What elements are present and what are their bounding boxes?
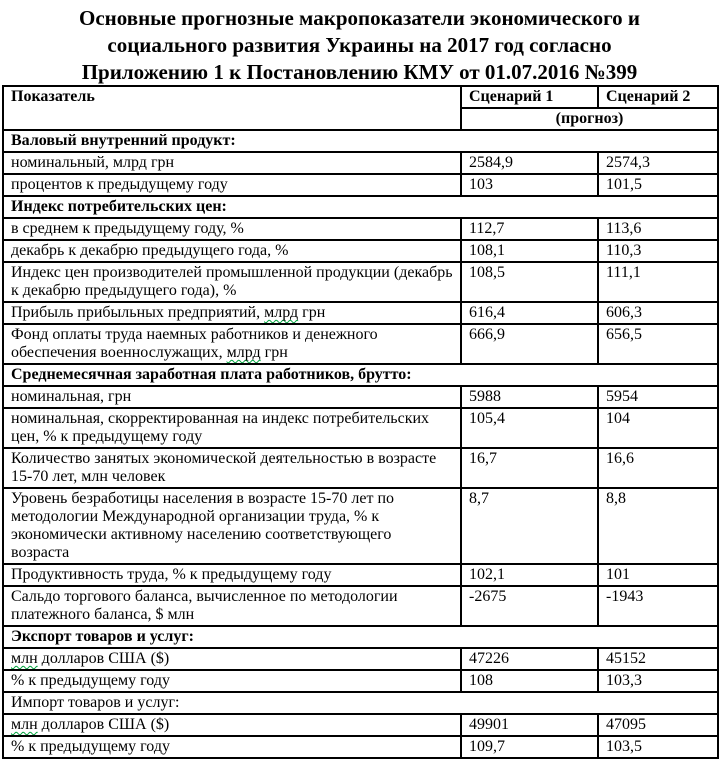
indicator-label-cell <box>3 324 461 364</box>
scenario1-value-cell: 666,9 <box>461 324 598 364</box>
scenario2-value-cell: 113,6 <box>598 218 718 240</box>
title-line-1: Основные прогнозные макропоказатели экономического и <box>79 6 640 30</box>
indicator-label-cell: Сальдо торгового баланса, вычисленное по методологии платежного баланса, $ млн <box>3 586 461 626</box>
table-row <box>3 670 718 692</box>
forecast-table <box>2 85 719 759</box>
section-row <box>3 626 718 648</box>
label-text: грн <box>260 344 288 361</box>
table-row <box>3 736 718 758</box>
section-label-cell: Валовый внутренний продукт: <box>3 130 718 152</box>
table-row <box>3 564 718 586</box>
table-row <box>3 262 718 302</box>
scenario2-value-cell: 16,6 <box>598 448 718 488</box>
scenario2-value-cell: 101 <box>598 564 718 586</box>
scenario1-value-cell: 2584,9 <box>461 152 598 174</box>
indicator-label-cell: % к предыдущему году <box>3 670 461 692</box>
table-row <box>3 324 718 364</box>
label-text: Фонд оплаты труда наемных работников и денежного обеспечения военнослужащих, <box>11 326 378 361</box>
indicator-label-cell: номинальный, млрд грн <box>3 152 461 174</box>
label-text: грн <box>298 304 326 321</box>
header-cell-scenario2: Сценарий 2 <box>598 86 718 108</box>
table-row <box>3 586 718 626</box>
scenario2-value-cell: 101,5 <box>598 174 718 196</box>
section-label-cell: Импорт товаров и услуг: <box>3 692 718 714</box>
scenario1-value-cell: -2675 <box>461 586 598 626</box>
indicator-label-cell: Продуктивность труда, % к предыдущему году <box>3 564 461 586</box>
section-label-cell: Индекс потребительских цен: <box>3 196 718 218</box>
section-row <box>3 196 718 218</box>
scenario1-value-cell: 8,7 <box>461 488 598 564</box>
indicator-label-cell: номинальная, грн <box>3 386 461 408</box>
scenario1-value-cell: 105,4 <box>461 408 598 448</box>
indicator-label-cell <box>3 302 461 324</box>
table-row <box>3 302 718 324</box>
header-cell-indicator: Показатель <box>3 86 461 130</box>
table-row <box>3 714 718 736</box>
table-body <box>3 86 718 758</box>
table-row <box>3 174 718 196</box>
table-row <box>3 448 718 488</box>
header-cell-scenario1: Сценарий 1 <box>461 86 598 108</box>
scenario2-value-cell: 8,8 <box>598 488 718 564</box>
table-row <box>3 152 718 174</box>
scenario2-value-cell: 111,1 <box>598 262 718 302</box>
section-row <box>3 364 718 386</box>
table-row <box>3 218 718 240</box>
header-cell-forecast-note: (прогноз) <box>461 108 718 130</box>
section-row <box>3 130 718 152</box>
spellcheck-underline-word: млн <box>11 650 38 667</box>
scenario1-value-cell: 49901 <box>461 714 598 736</box>
scenario2-value-cell: -1943 <box>598 586 718 626</box>
indicator-label-cell <box>3 648 461 670</box>
title-line-2: социального развития Украины на 2017 год согласно <box>107 33 612 57</box>
spellcheck-underline-word: млн <box>11 716 38 733</box>
section-label-cell: Экспорт товаров и услуг: <box>3 626 718 648</box>
scenario1-value-cell: 103 <box>461 174 598 196</box>
label-text: долларов США ($) <box>37 650 170 667</box>
scenario1-value-cell: 108 <box>461 670 598 692</box>
scenario2-value-cell: 47095 <box>598 714 718 736</box>
label-text: Прибыль прибыльных предприятий, <box>11 304 265 321</box>
spellcheck-underline-word: млрд <box>226 344 261 361</box>
indicator-label-cell: Количество занятых экономической деятельностью в возрасте 15-70 лет, млн человек <box>3 448 461 488</box>
scenario2-value-cell: 103,3 <box>598 670 718 692</box>
scenario1-value-cell: 109,7 <box>461 736 598 758</box>
indicator-label-cell: % к предыдущему году <box>3 736 461 758</box>
title-line-3: Приложению 1 к Постановлению КМУ от 01.07.2016 №399 <box>81 60 638 84</box>
indicator-label-cell: Индекс цен производителей промышленной продукции (декабрь к декабрю предыдущего года), % <box>3 262 461 302</box>
scenario2-value-cell: 104 <box>598 408 718 448</box>
table-row <box>3 240 718 262</box>
table-row <box>3 488 718 564</box>
scenario1-value-cell: 47226 <box>461 648 598 670</box>
scenario2-value-cell: 5954 <box>598 386 718 408</box>
label-text: долларов США ($) <box>37 716 170 733</box>
scenario1-value-cell: 5988 <box>461 386 598 408</box>
indicator-label-cell: в среднем к предыдущему году, % <box>3 218 461 240</box>
table-row <box>3 408 718 448</box>
scenario1-value-cell: 108,5 <box>461 262 598 302</box>
scenario2-value-cell: 45152 <box>598 648 718 670</box>
scenario2-value-cell: 103,5 <box>598 736 718 758</box>
scenario2-value-cell: 656,5 <box>598 324 718 364</box>
indicator-label-cell: номинальная, скорректированная на индекс потребительских цен, % к предыдущему году <box>3 408 461 448</box>
section-label-cell: Среднемесячная заработная плата работников, брутто: <box>3 364 718 386</box>
scenario2-value-cell: 2574,3 <box>598 152 718 174</box>
scenario2-value-cell: 110,3 <box>598 240 718 262</box>
table-row <box>3 648 718 670</box>
indicator-label-cell: процентов к предыдущему году <box>3 174 461 196</box>
scenario2-value-cell: 606,3 <box>598 302 718 324</box>
section-row <box>3 692 718 714</box>
scenario1-value-cell: 102,1 <box>461 564 598 586</box>
scenario1-value-cell: 616,4 <box>461 302 598 324</box>
indicator-label-cell: Уровень безработицы населения в возрасте 15-70 лет по методологии Международной организации труда, % к экономически активному населению соответствующего возраста <box>3 488 461 564</box>
scenario1-value-cell: 108,1 <box>461 240 598 262</box>
scenario1-value-cell: 16,7 <box>461 448 598 488</box>
indicator-label-cell <box>3 714 461 736</box>
table-row <box>3 386 718 408</box>
indicator-label-cell: декабрь к декабрю предыдущего года, % <box>3 240 461 262</box>
document-title <box>0 0 719 85</box>
header-row <box>3 86 718 108</box>
spellcheck-underline-word: млрд <box>264 304 299 321</box>
scenario1-value-cell: 112,7 <box>461 218 598 240</box>
